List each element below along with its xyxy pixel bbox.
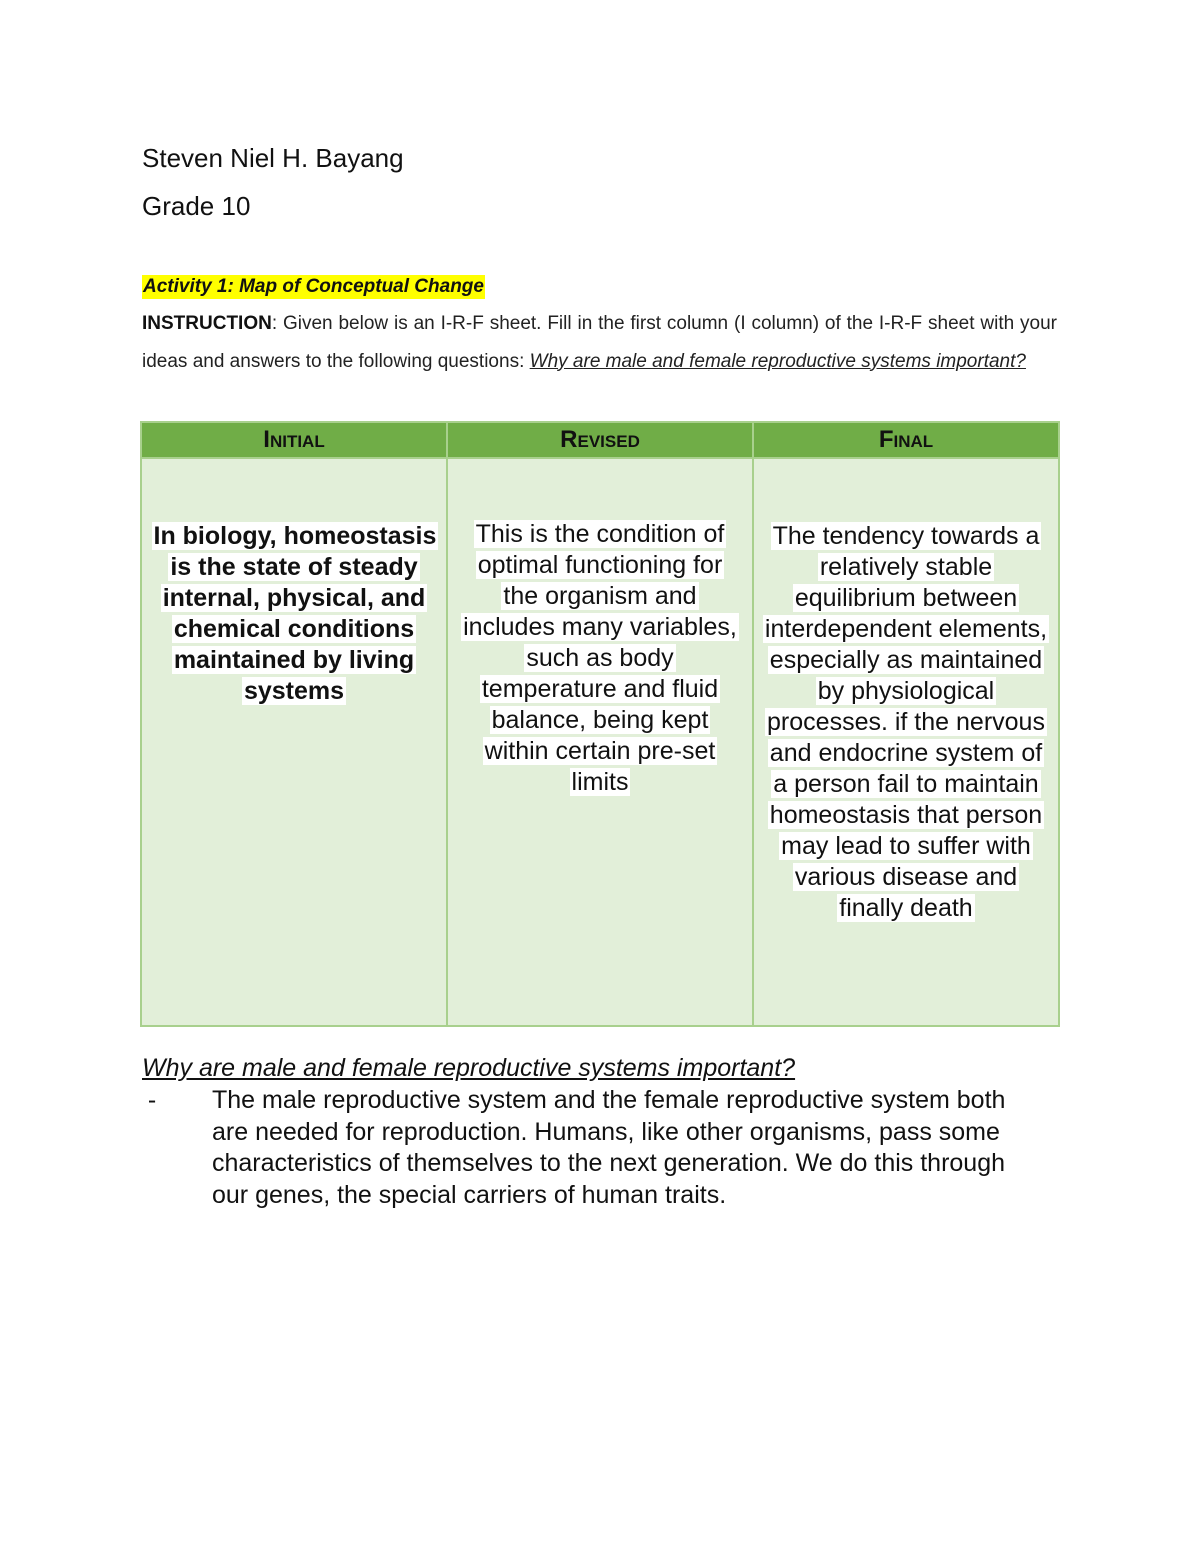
- column-header-revised: [447, 422, 753, 458]
- column-header-final: [753, 422, 1059, 458]
- list-item: [142, 1085, 1042, 1211]
- cell-initial-wrap: [152, 459, 437, 707]
- instruction-paragraph: [142, 305, 1057, 380]
- grade-level: Grade 10: [142, 191, 251, 221]
- header-final-rest: INAL: [893, 432, 934, 451]
- cell-final: [753, 458, 1059, 1026]
- irf-table: [140, 421, 1060, 1027]
- answer-list: [142, 1085, 1042, 1211]
- irf-header-row: [141, 422, 1059, 458]
- answer-text: The male reproductive system and the female reproductive system both are needed for reproduction. Humans, like other organisms, pass some characteristics of themselves to the next generation. We do this through our genes, the special carriers of human traits.: [212, 1086, 1006, 1209]
- instruction-question: Why are male and female reproductive systems important?: [529, 350, 1026, 372]
- final-answer: The tendency towards a relatively stable equilibrium between interdependent elements, especially as maintained by physiological processes. if the nervous and endocrine system of a person fail to maintain homeostasis that person may lead to suffer with various disease and finally death: [764, 522, 1048, 922]
- header-revised-cap: R: [560, 426, 578, 453]
- instruction-label: INSTRUCTION: [142, 313, 272, 334]
- dash-bullet: -: [147, 1086, 157, 1114]
- header-initial-cap: I: [263, 426, 270, 453]
- instruction-text: : Given below is an I-R-F sheet. Fill in the first column (I column) of the I-R-F sheet with your ideas and answers to the following questions:: [142, 313, 1057, 372]
- header-initial-rest: NITIAL: [269, 432, 325, 451]
- activity-title: Activity 1: Map of Conceptual Change: [143, 276, 484, 297]
- initial-answer: In biology, homeostasis is the state of steady internal, physical, and chemical conditions maintained by living systems: [153, 522, 437, 705]
- column-header-initial: [141, 422, 447, 458]
- cell-final-wrap: [760, 459, 1052, 924]
- cell-revised-wrap: [461, 459, 739, 798]
- question-heading: Why are male and female reproductive systems important?: [142, 1054, 796, 1082]
- cell-initial: [141, 458, 447, 1026]
- student-name: Steven Niel H. Bayang: [142, 143, 404, 173]
- revised-answer: This is the condition of optimal functioning for the organism and includes many variables, such as body temperature and fluid balance, being kept within certain pre-set limits: [463, 520, 737, 796]
- header-revised-rest: EVISED: [577, 432, 640, 451]
- header-final-cap: F: [878, 426, 894, 453]
- irf-content-row: [141, 458, 1059, 1026]
- cell-revised: [447, 458, 753, 1026]
